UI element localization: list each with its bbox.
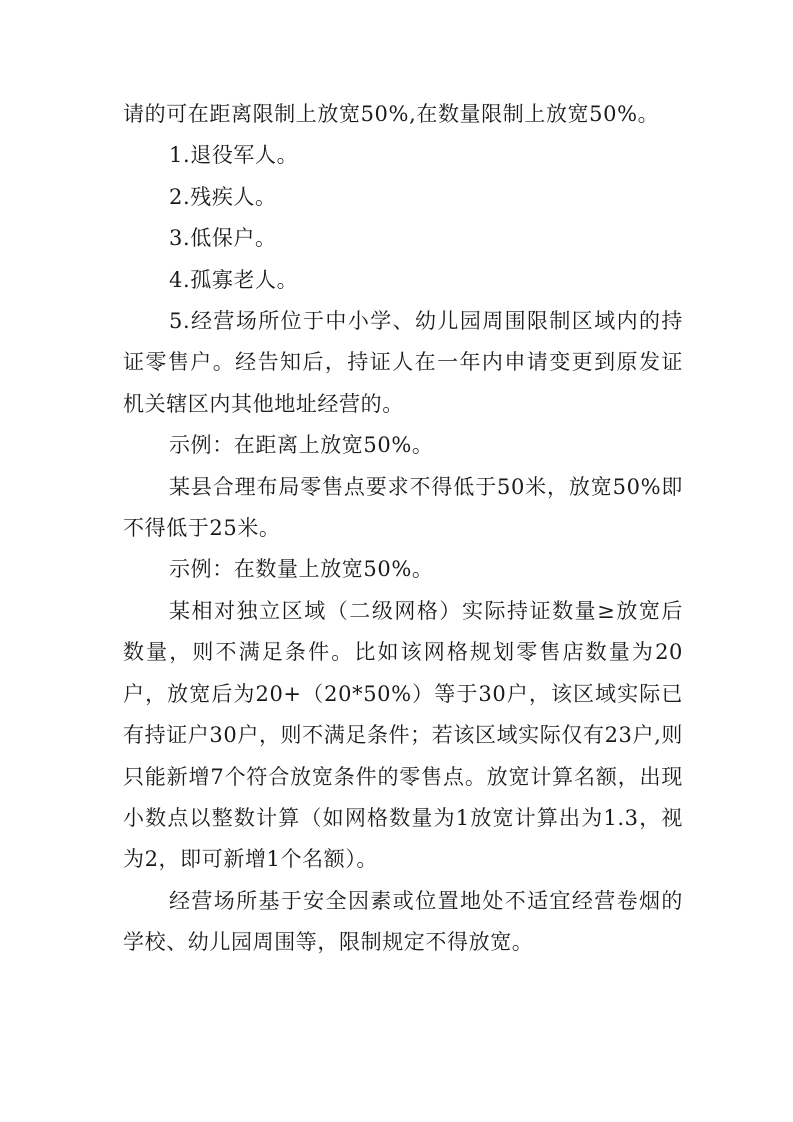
list-item-elderly: 4.孤寡老人。 [169,267,299,292]
list-item-disabled: 2.残疾人。 [169,184,277,209]
document-body [123,94,683,964]
restriction-paragraph: 经营场所基于安全因素或位置地处不适宜经营卷烟的学校、幼儿园周围等，限制规定不得放宽。 [123,888,683,955]
list-item-veterans: 1.退役军人。 [169,143,299,168]
list-item-low-income: 3.低保户。 [169,226,277,251]
example-distance-heading: 示例：在距离上放宽50%。 [169,433,434,458]
example-quantity-body: 某相对独立区域（二级网格）实际持证数量≥放宽后数量，则不满足条件。比如该网格规划零售店数量为20户，放宽后为20+（20*50%）等于30户，该区域实际已有持证户30户，则不满足条件；若该区域实际仅有23户,则只能新增7个符合放宽条件的零售点。放宽计算名额，出现小数点以整数计算（如网格数量为1放宽计算出为1.3，视为2，即可新增1个名额）。 [123,598,683,872]
paragraph-continuation: 请的可在距离限制上放宽50%,在数量限制上放宽50%。 [123,102,660,126]
example-quantity-heading: 示例：在数量上放宽50%。 [169,557,434,582]
example-distance-body: 某县合理布局零售点要求不得低于50米，放宽50%即不得低于25米。 [123,474,683,541]
list-item-school-area: 5.经营场所位于中小学、幼儿园周围限制区域内的持证零售户。经告知后，持证人在一年内申请变更到原发证机关辖区内其他地址经营的。 [123,309,683,416]
